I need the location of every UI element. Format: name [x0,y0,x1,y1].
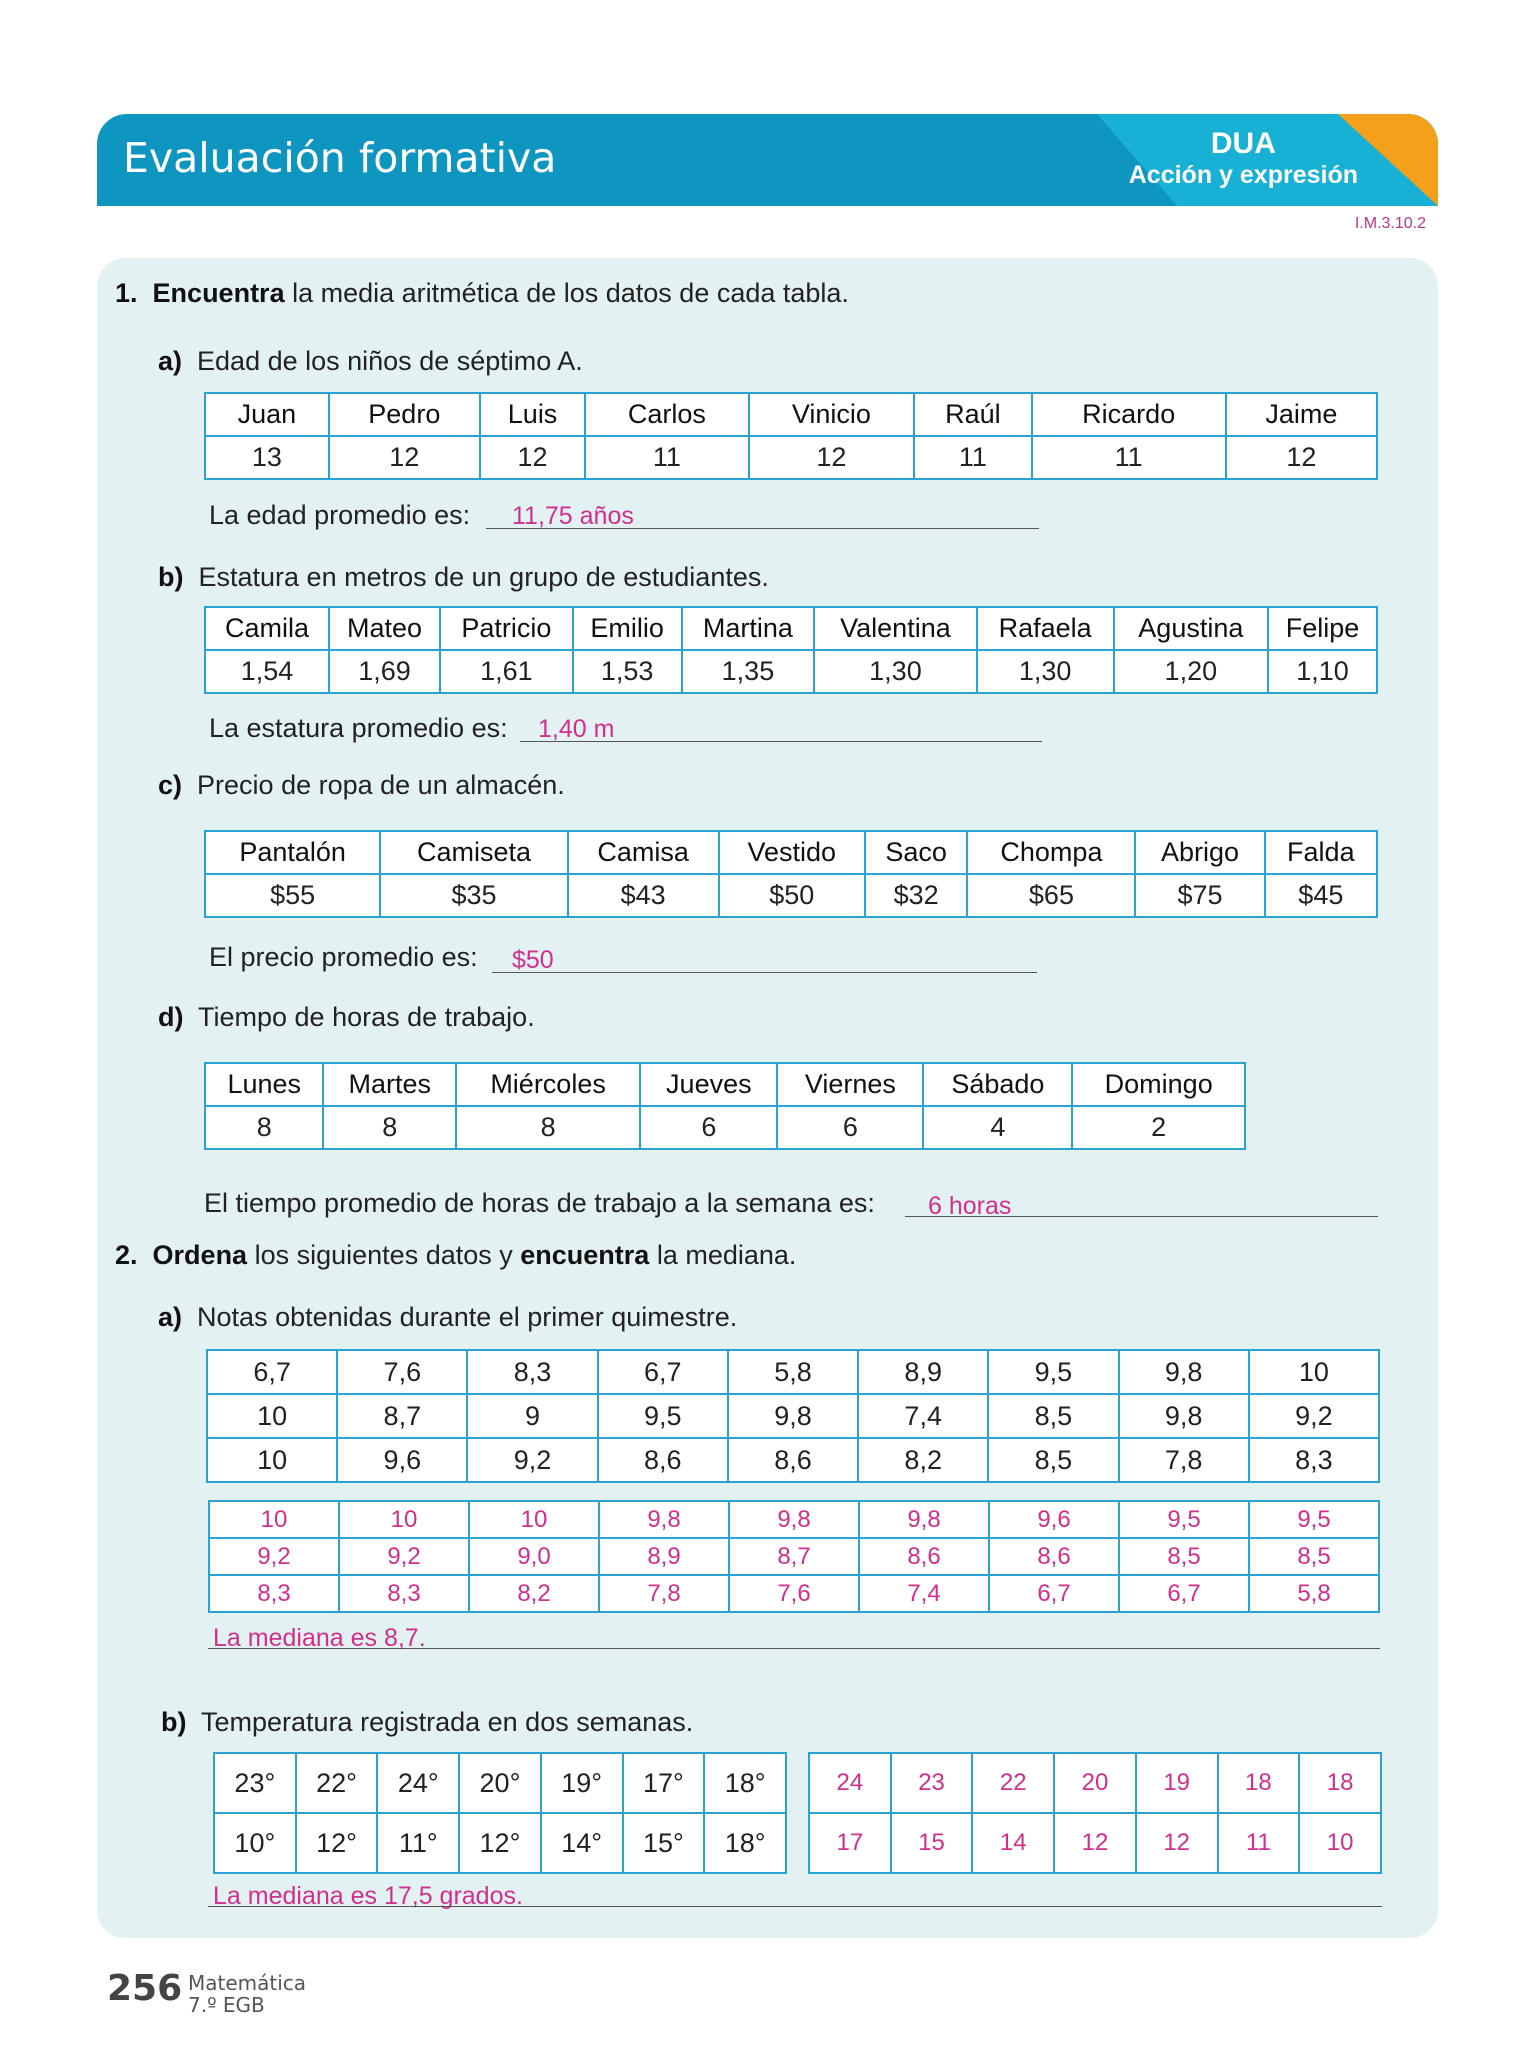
table-cell: 8,3 [339,1575,469,1612]
table-cell: Felipe [1268,607,1377,650]
table-cell: 12 [749,436,915,479]
median-answer: La mediana es 17,5 grados. [213,1882,523,1910]
table-cell: $65 [967,874,1135,917]
table-cell: 18 [1299,1753,1381,1813]
question-number: 1. [115,278,138,308]
table-cell: 8,9 [858,1350,988,1394]
answer-value: $50 [512,946,554,974]
table-cell: 9,8 [599,1501,729,1538]
item-label: a) [158,346,183,376]
table-cell: Martes [323,1063,456,1106]
answer-line [208,1906,1382,1907]
item-label: c) [158,770,183,800]
table-cell: Camisa [568,831,719,874]
table-cell: 6,7 [207,1350,337,1394]
table-cell: 9,2 [1249,1394,1379,1438]
table-cell: $55 [205,874,380,917]
table-cell: 9,8 [728,1394,858,1438]
table-cell: 7,4 [858,1394,988,1438]
table-cell: Patricio [440,607,573,650]
table-cell: 12 [329,436,480,479]
item-label: a) [158,1302,183,1332]
table-cell: Emilio [573,607,682,650]
table-temperatures-sorted [808,1752,1382,1874]
table-heights [204,606,1378,694]
table-cell: 23° [214,1753,296,1813]
table-cell: 22 [972,1753,1054,1813]
table-cell: 20 [1054,1753,1136,1813]
table-cell: 4 [923,1106,1072,1149]
table-cell: 9,8 [729,1501,859,1538]
table-cell: 6 [640,1106,777,1149]
table-cell: Martina [682,607,815,650]
table-cell: 9,6 [989,1501,1119,1538]
item-label: d) [158,1002,184,1032]
table-cell: 6,7 [989,1575,1119,1612]
table-cell: 10 [1299,1813,1381,1873]
table-cell: Agustina [1114,607,1268,650]
table-cell: Domingo [1072,1063,1245,1106]
item-2a [158,1302,737,1333]
table-cell: 5,8 [1249,1575,1379,1612]
table-cell: 8,6 [598,1438,728,1482]
table-hours [204,1062,1246,1150]
table-cell: Saco [865,831,968,874]
table-cell: 15° [623,1813,705,1873]
table-cell: 1,69 [329,650,440,693]
answer-line [208,1648,1380,1649]
item-title: Estatura en metros de un grupo de estudiantes. [198,562,769,592]
question-verb: Encuentra [152,278,285,308]
footer-subject [188,1972,306,2016]
page-number: 256 [107,1968,183,2009]
table-cell: 10 [469,1501,599,1538]
table-cell: 8 [323,1106,456,1149]
table-cell: 1,20 [1114,650,1268,693]
table-cell: Miércoles [456,1063,640,1106]
table-grades-sorted [208,1500,1380,1613]
table-cell: 18 [1218,1753,1300,1813]
table-cell: 9,8 [859,1501,989,1538]
table-cell: 8,5 [988,1394,1118,1438]
table-cell: Carlos [585,393,748,436]
table-cell: 8 [205,1106,323,1149]
table-cell: 10 [339,1501,469,1538]
table-cell: Vinicio [749,393,915,436]
table-cell: 11 [585,436,748,479]
table-cell: 9,8 [1119,1394,1249,1438]
table-cell: 20° [459,1753,541,1813]
table-cell: 18° [704,1753,786,1813]
dua-subtitle: Acción y expresión [1128,161,1358,189]
table-cell: 1,10 [1268,650,1377,693]
table-cell: $43 [568,874,719,917]
table-cell: 11 [1218,1813,1300,1873]
table-cell: 11 [914,436,1031,479]
table-cell: 1,61 [440,650,573,693]
table-cell: Falda [1265,831,1377,874]
table-cell: 9,2 [339,1538,469,1575]
indicator-code: I.M.3.10.2 [1354,215,1426,232]
table-cell: Chompa [967,831,1135,874]
table-cell: 8,7 [729,1538,859,1575]
table-cell: 11 [1032,436,1226,479]
table-cell: 8,6 [859,1538,989,1575]
answer-label: El precio promedio es: [209,942,478,972]
table-cell: 8,3 [467,1350,597,1394]
item-label: b) [158,562,184,592]
question-text: la mediana. [656,1240,797,1270]
table-cell: 23 [891,1753,973,1813]
question-verb: encuentra [520,1240,650,1270]
answer-value: 11,75 años [512,502,634,530]
question-verb: Ordena [152,1240,248,1270]
table-cell: 8,3 [209,1575,339,1612]
table-cell: 8,2 [469,1575,599,1612]
item-label: b) [161,1707,187,1737]
table-cell: 6,7 [1119,1575,1249,1612]
table-cell: 1,35 [682,650,815,693]
median-answer: La mediana es 8,7. [213,1624,426,1652]
table-cell: 7,8 [599,1575,729,1612]
table-cell: Jaime [1226,393,1377,436]
table-cell: 10 [207,1394,337,1438]
table-cell: 9,5 [1249,1501,1379,1538]
section-header [97,114,1438,206]
table-cell: 9,8 [1119,1350,1249,1394]
answer-value: 6 horas [928,1192,1012,1220]
table-cell: 9,2 [209,1538,339,1575]
item-1a [158,346,583,377]
table-cell: Luis [480,393,585,436]
table-cell: 12 [1136,1813,1218,1873]
table-prices [204,830,1378,918]
subject-name: Matemática [188,1971,307,1995]
table-cell: $45 [1265,874,1377,917]
table-cell: 8,2 [858,1438,988,1482]
table-cell: 9,5 [598,1394,728,1438]
table-cell: Rafaela [977,607,1114,650]
table-cell: 1,53 [573,650,682,693]
table-cell: 13 [205,436,329,479]
table-cell: $50 [719,874,865,917]
table-cell: $75 [1135,874,1264,917]
table-cell: Abrigo [1135,831,1264,874]
table-cell: 18° [704,1813,786,1873]
table-ages [204,392,1378,480]
table-cell: 12° [459,1813,541,1873]
item-2b [161,1707,693,1738]
item-1c [158,770,565,801]
table-cell: 8,3 [1249,1438,1379,1482]
answer-label: El tiempo promedio de horas de trabajo a la semana es: [204,1188,875,1218]
item-title: Precio de ropa de un almacén. [197,770,565,800]
table-cell: $32 [865,874,968,917]
item-1b [158,562,769,593]
table-cell: 8 [456,1106,640,1149]
item-title: Temperatura registrada en dos semanas. [201,1707,694,1737]
table-cell: 12 [1226,436,1377,479]
table-cell: Juan [205,393,329,436]
table-grades [206,1349,1380,1483]
table-cell: 5,8 [728,1350,858,1394]
table-cell: Vestido [719,831,865,874]
table-cell: 9,5 [988,1350,1118,1394]
question-2 [115,1240,796,1271]
question-number: 2. [115,1240,138,1270]
table-cell: 24° [377,1753,459,1813]
table-cell: 17° [623,1753,705,1813]
table-cell: 10° [214,1813,296,1873]
table-cell: Camila [205,607,329,650]
table-cell: 8,5 [1249,1538,1379,1575]
table-cell: Lunes [205,1063,323,1106]
table-cell: Jueves [640,1063,777,1106]
question-text: la media aritmética de los datos de cada tabla. [292,278,849,308]
table-cell: 10 [1249,1350,1379,1394]
table-cell: 1,30 [977,650,1114,693]
grade-level: 7.º EGB [188,1993,265,2017]
table-cell: 14° [541,1813,623,1873]
page-title: Evaluación formativa [123,134,557,182]
answer-value: 1,40 m [538,715,615,743]
table-cell: Pedro [329,393,480,436]
table-cell: 19° [541,1753,623,1813]
table-cell: 12 [480,436,585,479]
table-cell: 10 [209,1501,339,1538]
table-cell: 8,5 [1119,1538,1249,1575]
table-cell: 2 [1072,1106,1245,1149]
question-text: los siguientes datos y [254,1240,513,1270]
item-title: Notas obtenidas durante el primer quimestre. [197,1302,738,1332]
item-1d [158,1002,535,1033]
table-cell: 24 [809,1753,891,1813]
table-cell: 8,9 [599,1538,729,1575]
table-cell: 10 [207,1438,337,1482]
table-cell: 9 [467,1394,597,1438]
table-cell: 7,8 [1119,1438,1249,1482]
table-cell: Pantalón [205,831,380,874]
table-cell: Camiseta [380,831,567,874]
table-cell: Ricardo [1032,393,1226,436]
answer-line [492,972,1037,973]
table-cell: 9,2 [467,1438,597,1482]
table-cell: 9,5 [1119,1501,1249,1538]
table-cell: 17 [809,1813,891,1873]
table-cell: 8,6 [989,1538,1119,1575]
table-cell: 11° [377,1813,459,1873]
answer-label: La estatura promedio es: [209,713,508,743]
table-cell: 7,4 [859,1575,989,1612]
table-cell: 1,30 [814,650,976,693]
table-cell: 15 [891,1813,973,1873]
table-temperatures [213,1752,787,1874]
table-cell: 1,54 [205,650,329,693]
table-cell: 8,5 [988,1438,1118,1482]
table-cell: Sábado [923,1063,1072,1106]
question-1 [115,278,849,309]
item-title: Edad de los niños de séptimo A. [197,346,583,376]
table-cell: 14 [972,1813,1054,1873]
table-cell: Raúl [914,393,1031,436]
table-cell: 7,6 [729,1575,859,1612]
table-cell: 8,7 [337,1394,467,1438]
table-cell: Viernes [777,1063,923,1106]
table-cell: 6,7 [598,1350,728,1394]
dua-title: DUA [1210,127,1276,160]
table-cell: 9,0 [469,1538,599,1575]
table-cell: 22° [296,1753,378,1813]
table-cell: 6 [777,1106,923,1149]
table-cell: 19 [1136,1753,1218,1813]
dua-label [1129,128,1358,190]
table-cell: $35 [380,874,567,917]
table-cell: 12° [296,1813,378,1873]
table-cell: Mateo [329,607,440,650]
answer-label: La edad promedio es: [209,500,471,530]
table-cell: 12 [1054,1813,1136,1873]
table-cell: 8,6 [728,1438,858,1482]
item-title: Tiempo de horas de trabajo. [198,1002,535,1032]
table-cell: 9,6 [337,1438,467,1482]
table-cell: Valentina [814,607,976,650]
table-cell: 7,6 [337,1350,467,1394]
